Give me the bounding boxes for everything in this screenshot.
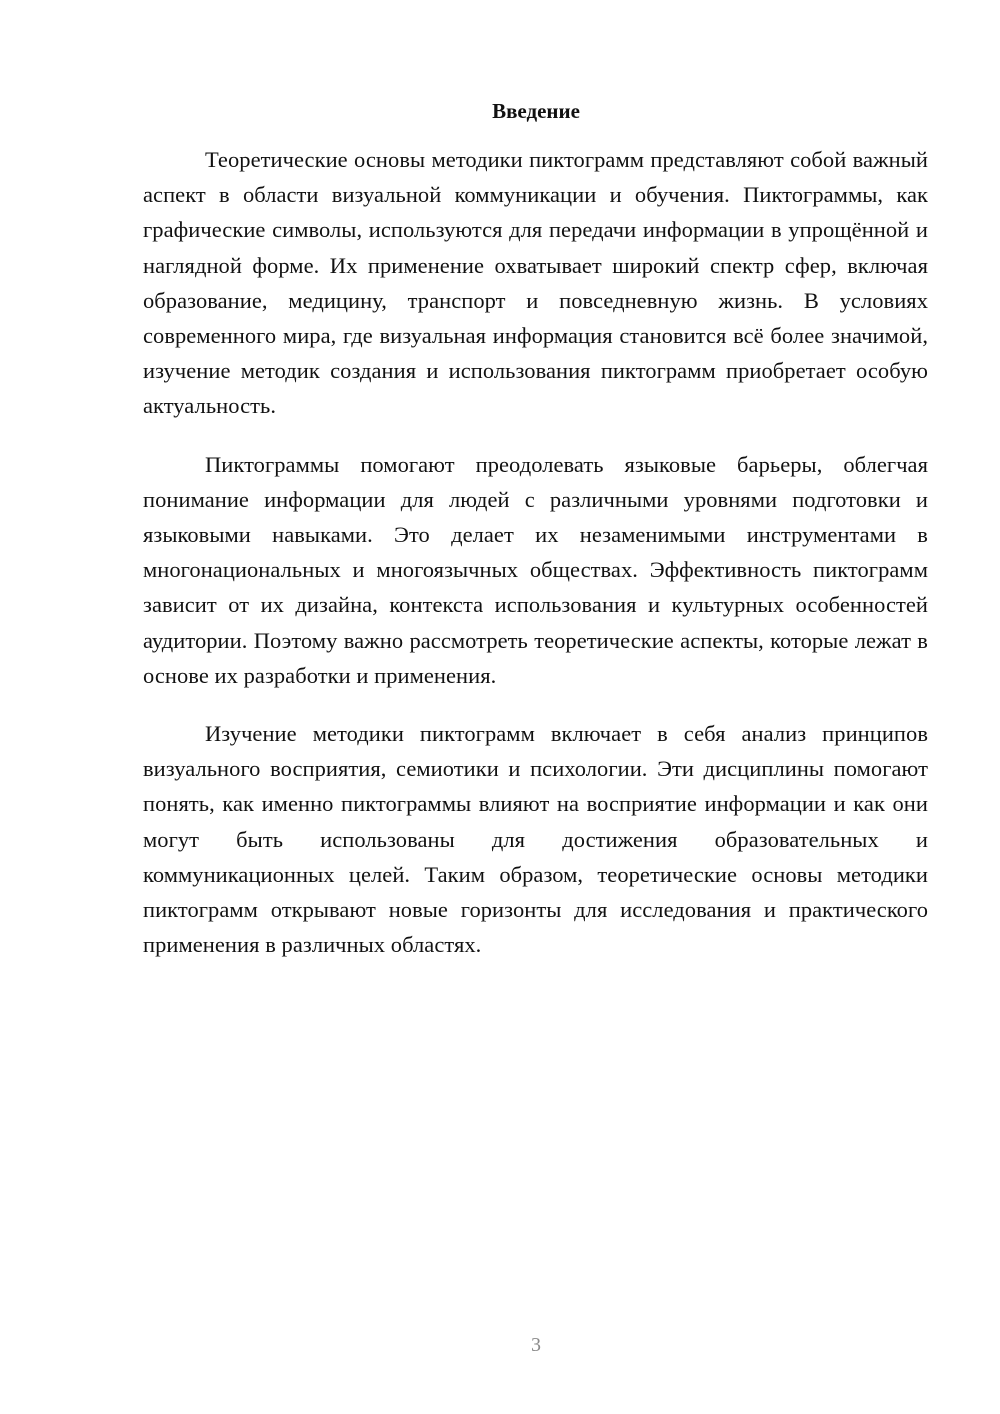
- paragraph-1: Теоретические основы методики пиктограмм представляют собой важный аспект в области визуальной коммуникации и обучения. Пиктограммы, как графические символы, используются для передачи информации в упрощённой и наглядной форме. Их применение охватывает широкий спектр сфер, включая образование, медицину, транспорт и повседневную жизнь. В условиях современного мира, где визуальная информация становится всё более значимой, изучение методик создания и использования пиктограмм приобретает особую актуальность.: [143, 147, 928, 419]
- paragraph-3: Изучение методики пиктограмм включает в себя анализ принципов визуального восприятия, семиотики и психологии. Эти дисциплины помогают понять, как именно пиктограммы влияют на восприятие информации и как они могут быть использованы для достижения образовательных и коммуникационных целей. Таким образом, теоретические основы методики пиктограмм открывают новые горизонты для исследования и практического применения в различных областях.: [143, 721, 928, 958]
- section-heading: Введение: [492, 99, 580, 123]
- body-text: [143, 142, 928, 985]
- paragraph-2: Пиктограммы помогают преодолевать языковые барьеры, облегчая понимание информации для людей с различными уровнями подготовки и языковыми навыками. Это делает их незаменимыми инструментами в многонациональных и многоязычных обществах. Эффективность пиктограмм зависит от их дизайна, контекста использования и культурных особенностей аудитории. Поэтому важно рассмотреть теоретические аспекты, которые лежат в основе их разработки и применения.: [143, 451, 928, 688]
- page-number: 3: [531, 1334, 541, 1356]
